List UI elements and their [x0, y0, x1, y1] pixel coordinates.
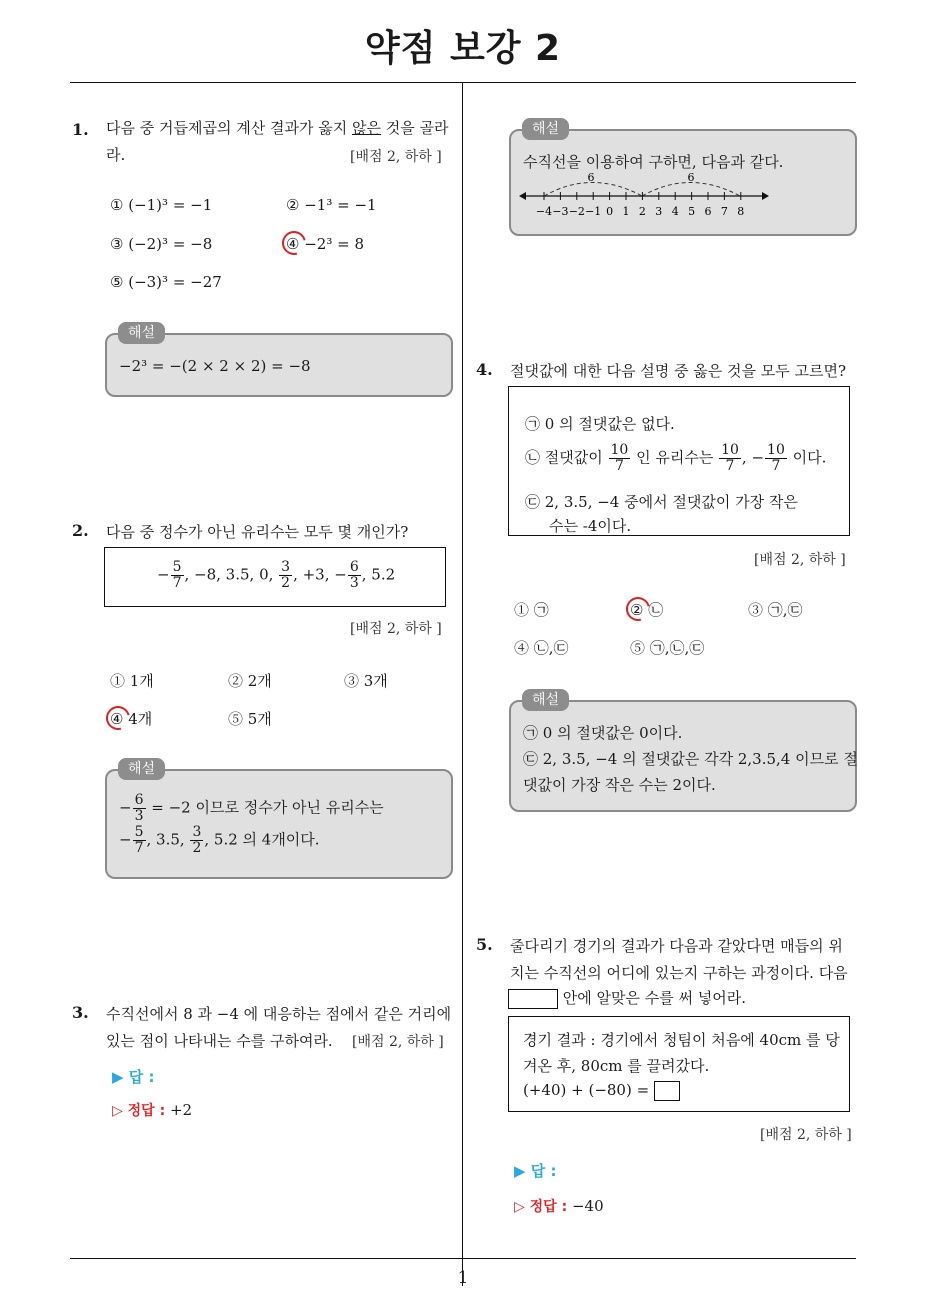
score-label: [배점 2, 하하 ]	[350, 621, 442, 637]
choice-5[interactable]: ⑤ ㉠,㉡,㉢	[630, 639, 705, 657]
number-line-tick-label: 7	[720, 205, 728, 218]
question-number: 5.	[476, 935, 493, 954]
result-line-2: 겨온 후, 80cm 를 끌려갔다.	[523, 1057, 710, 1075]
answer-mark-icon	[622, 593, 655, 626]
problem-box	[508, 386, 850, 536]
choice-3[interactable]: ③ ㉠,㉢	[748, 601, 803, 619]
answer-input-label[interactable]: ▶ 답 :	[514, 1162, 557, 1180]
solution-line-1: − $\frac{6}{3}$ = −2 이므로 정수가 아닌 유리수는	[119, 792, 384, 824]
score-label: [배점 2, 하하 ]	[352, 1034, 444, 1050]
solution-line-2: − $\frac{5}{7}$ , 3.5, $\frac{3}{2}$ , 5.2 의 4개이다.	[119, 824, 320, 856]
question-text: 다음 중 정수가 아닌 유리수는 모두 몇 개인가?	[106, 523, 409, 541]
choice-4-selected[interactable]: ④ 4개	[110, 708, 152, 729]
choice-3[interactable]: ③ 3개	[344, 672, 388, 690]
choice-2[interactable]: ② −1³ = −1	[286, 196, 377, 214]
number-line-tick-label: 1	[622, 205, 630, 218]
question-text: 절댓값에 대한 다음 설명 중 옳은 것을 모두 고르면?	[510, 362, 846, 380]
question-number: 4.	[476, 360, 493, 379]
statement-3-cont: 수는 -4이다.	[549, 517, 632, 535]
arc-label-right: 6	[687, 171, 695, 184]
column-divider	[462, 82, 463, 1286]
choice-2[interactable]: ② 2개	[228, 672, 272, 690]
solution-tag: 해설	[522, 689, 569, 711]
question-number: 3.	[72, 1003, 89, 1022]
number-line-tick-label: −1	[585, 205, 602, 218]
choice-4[interactable]: ④ ㉡,㉢	[514, 639, 569, 657]
top-rule	[70, 82, 856, 83]
number-line-tick-label: −4	[535, 205, 553, 218]
page-number: 1	[457, 1268, 469, 1288]
score-label: [배점 2, 하하 ]	[760, 1127, 852, 1143]
question-text-cont: 안에 알맞은 수를 써 넣어라.	[508, 987, 746, 1009]
number-list: − $\frac{5}{7}$ , −8, 3.5, 0, $\frac{3}{2}$ , +3, − $\frac{6}{3}$ , 5.2	[157, 559, 396, 591]
score-label: [배점 2, 하하 ]	[350, 149, 442, 165]
answer-mark-icon	[102, 702, 135, 735]
choice-4-selected[interactable]: ④ −2³ = 8	[286, 235, 364, 253]
solution-text: −2³ = −(2 × 2 × 2) = −8	[119, 357, 311, 375]
question-number: 2.	[72, 521, 89, 540]
question-text-cont: 있는 점이 나타내는 수를 구하여라.	[106, 1032, 333, 1050]
choice-3[interactable]: ③ (−2)³ = −8	[110, 235, 213, 253]
number-line-tick-label: 8	[737, 205, 745, 218]
final-answer: ▷ 정답 : +2	[112, 1101, 193, 1119]
number-line-tick-label: 0	[606, 205, 614, 218]
choice-2-selected[interactable]: ② ㉡	[630, 599, 663, 620]
question-text: 다음 중 거듭제곱의 계산 결과가 옳지 않은 것을 골라	[106, 119, 449, 137]
problem-box	[104, 547, 446, 607]
question-text: 줄다리기 경기의 결과가 다음과 같았다면 매듭의 위	[510, 937, 843, 955]
statement-3: ㉢ 2, 3.5, −4 중에서 절댓값이 가장 작은	[525, 493, 798, 511]
solution-tag: 해설	[118, 322, 165, 344]
answer-input-label[interactable]: ▶ 답 :	[112, 1068, 155, 1086]
score-label: [배점 2, 하하 ]	[754, 552, 846, 568]
choice-1[interactable]: ① ㉠	[514, 601, 549, 619]
question-text-cont: 라.	[106, 146, 126, 164]
statement-1: ㉠ 0 의 절댓값은 없다.	[525, 415, 675, 433]
result-line-3: (+40) + (−80) =	[523, 1081, 680, 1101]
number-line-tick-label: −2	[568, 205, 585, 218]
statement-2: ㉡ 절댓값이 $\frac{10}{7}$ 인 유리수는 $\frac{10}{7}$ , − $\frac{10}{7}$ 이다.	[525, 442, 827, 474]
solution-line-1: ㉠ 0 의 절댓값은 0이다.	[523, 724, 683, 742]
choice-5[interactable]: ⑤ 5개	[228, 710, 272, 728]
solution-line-2: ㉢ 2, 3.5, −4 의 절댓값은 각각 2,3.5,4 이므로 절	[523, 750, 858, 768]
number-line-tick-label: −3	[552, 205, 569, 218]
result-line-1: 경기 결과 : 경기에서 청팀이 처음에 40cm 를 당	[523, 1031, 840, 1049]
solution-tag: 해설	[522, 118, 569, 140]
solution-text: 수직선을 이용하여 구하면, 다음과 같다.	[523, 153, 784, 171]
page-title: 약점 보강 2	[364, 28, 562, 69]
choice-1[interactable]: ① (−1)³ = −1	[110, 196, 213, 214]
question-number: 1.	[72, 120, 89, 139]
number-line-tick-label: 3	[655, 205, 663, 218]
arc-label-left: 6	[587, 171, 595, 184]
choice-1[interactable]: ① 1개	[110, 672, 154, 690]
number-line-tick-label: 6	[704, 205, 712, 218]
number-line-diagram	[519, 171, 769, 221]
number-line-tick-label: 2	[638, 205, 646, 218]
solution-tag: 해설	[118, 758, 165, 780]
final-answer: ▷ 정답 : −40	[514, 1197, 604, 1215]
blank-box-icon	[508, 989, 558, 1009]
solution-box	[509, 129, 857, 236]
solution-line-3: 댓값이 가장 작은 수는 2이다.	[523, 776, 716, 794]
question-text: 수직선에서 8 과 −4 에 대응하는 점에서 같은 거리에	[106, 1005, 452, 1023]
problem-box	[508, 1016, 850, 1112]
number-line-tick-label: 4	[671, 205, 679, 218]
solution-box	[509, 700, 857, 812]
choice-5[interactable]: ⑤ (−3)³ = −27	[110, 273, 222, 291]
number-line-tick-label: 5	[688, 205, 696, 218]
bottom-rule	[70, 1258, 856, 1259]
question-text-cont: 치는 수직선의 어디에 있는지 구하는 과정이다. 다음	[510, 964, 848, 982]
solution-box	[105, 769, 453, 879]
answer-mark-icon	[278, 227, 311, 260]
blank-box-icon	[654, 1081, 680, 1101]
